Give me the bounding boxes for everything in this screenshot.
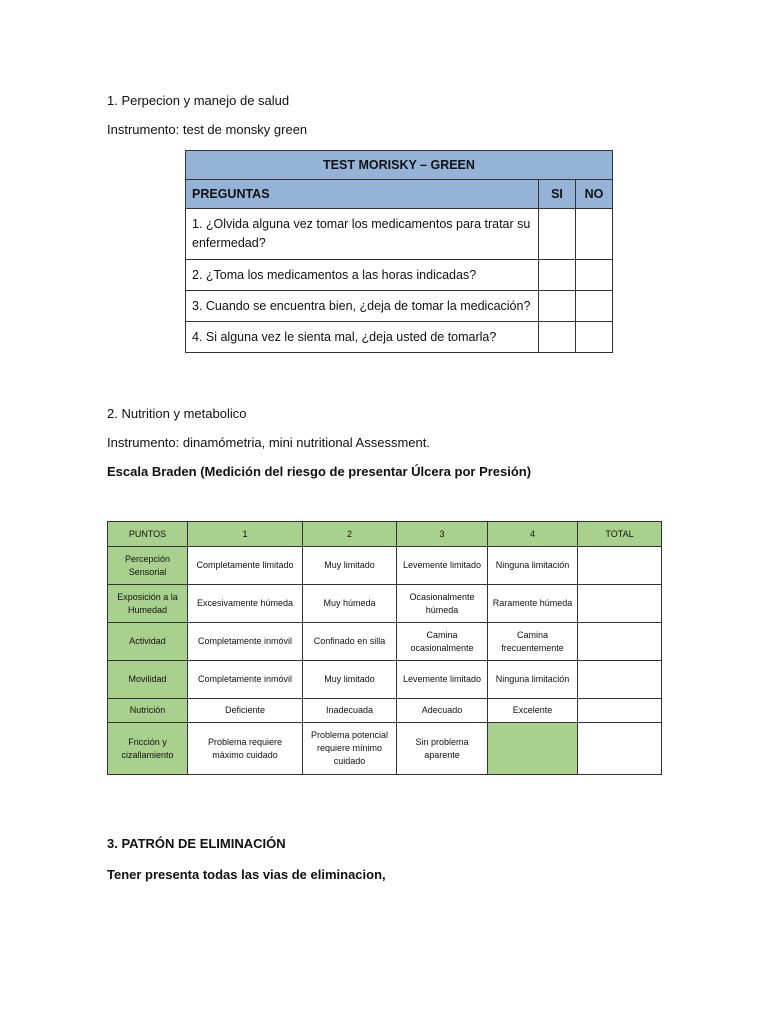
morisky-yes-cell	[539, 209, 576, 260]
braden-header-cell: 1	[188, 522, 303, 547]
morisky-yes-cell	[539, 291, 576, 322]
morisky-question: 2. ¿Toma los medicamentos a las horas indicadas?	[186, 260, 539, 291]
braden-cell: Muy húmeda	[303, 585, 397, 623]
braden-cell: Deficiente	[188, 699, 303, 723]
morisky-question: 4. Si alguna vez le sienta mal, ¿deja usted de tomarla?	[186, 322, 539, 353]
morisky-row	[186, 260, 613, 291]
braden-cell: Excesivamente húmeda	[188, 585, 303, 623]
braden-cell: Ninguna limitación	[488, 661, 578, 699]
braden-row	[108, 723, 662, 775]
braden-total-cell	[578, 661, 662, 699]
braden-total-cell	[578, 723, 662, 775]
section3-heading: 3. PATRÓN DE ELIMINACIÓN	[107, 836, 286, 851]
braden-row-label: Percepción Sensorial	[108, 547, 188, 585]
braden-header-cell: 3	[397, 522, 488, 547]
morisky-no-cell	[576, 209, 613, 260]
braden-scale-title: Escala Braden (Medición del riesgo de presentar Úlcera por Presión)	[107, 464, 532, 479]
section2-heading: 2. Nutrition y metabolico	[107, 406, 247, 421]
braden-row	[108, 623, 662, 661]
braden-cell: Excelente	[488, 699, 578, 723]
braden-header-cell: PUNTOS	[108, 522, 188, 547]
braden-cell: Completamente inmóvil	[188, 661, 303, 699]
braden-row	[108, 547, 662, 585]
morisky-header-no: NO	[576, 180, 613, 209]
braden-row	[108, 699, 662, 723]
braden-total-cell	[578, 547, 662, 585]
braden-cell: Completamente limitado	[188, 547, 303, 585]
braden-cell: Raramente húmeda	[488, 585, 578, 623]
braden-header-row	[108, 522, 662, 547]
braden-cell: Problema requiere máximo cuidado	[188, 723, 303, 775]
braden-row-label: Fricción y cizallamiento	[108, 723, 188, 775]
braden-cell: Sin problema aparente	[397, 723, 488, 775]
braden-cell: Levemente limitado	[397, 547, 488, 585]
morisky-no-cell	[576, 260, 613, 291]
braden-total-cell	[578, 585, 662, 623]
braden-table	[107, 521, 662, 775]
morisky-row	[186, 291, 613, 322]
braden-cell: Adecuado	[397, 699, 488, 723]
section1-instrument: Instrumento: test de monsky green	[107, 122, 308, 137]
morisky-table	[185, 150, 613, 353]
morisky-row	[186, 209, 613, 260]
section2-instrument: Instrumento: dinamómetria, mini nutritional Assessment.	[107, 435, 430, 450]
braden-cell: Muy limitado	[303, 547, 397, 585]
braden-cell: Muy limitado	[303, 661, 397, 699]
braden-cell: Completamente inmóvil	[188, 623, 303, 661]
section1-heading: 1. Perpecion y manejo de salud	[107, 93, 290, 108]
morisky-title: TEST MORISKY – GREEN	[186, 151, 613, 180]
morisky-row	[186, 322, 613, 353]
morisky-no-cell	[576, 291, 613, 322]
morisky-no-cell	[576, 322, 613, 353]
morisky-header-questions: PREGUNTAS	[186, 180, 539, 209]
braden-header-cell: 4	[488, 522, 578, 547]
section3-text: Tener presenta todas las vias de eliminacion,	[107, 867, 386, 882]
braden-cell: Ocasionalmente húmeda	[397, 585, 488, 623]
braden-row-label: Movilidad	[108, 661, 188, 699]
braden-cell: Camina ocasionalmente	[397, 623, 488, 661]
morisky-header-yes: SI	[539, 180, 576, 209]
braden-cell: Levemente limitado	[397, 661, 488, 699]
braden-row	[108, 661, 662, 699]
braden-header-cell: 2	[303, 522, 397, 547]
braden-cell: Inadecuada	[303, 699, 397, 723]
morisky-yes-cell	[539, 322, 576, 353]
braden-total-cell	[578, 699, 662, 723]
braden-cell: Ninguna limitación	[488, 547, 578, 585]
braden-header-cell: TOTAL	[578, 522, 662, 547]
braden-row-label: Nutrición	[108, 699, 188, 723]
braden-cell: Problema potencial requiere mínimo cuidado	[303, 723, 397, 775]
braden-row-label: Exposición a la Humedad	[108, 585, 188, 623]
morisky-question: 1. ¿Olvida alguna vez tomar los medicamentos para tratar su enfermedad?	[186, 209, 539, 260]
braden-cell: Camina frecuentemente	[488, 623, 578, 661]
braden-cell: Confinado en silla	[303, 623, 397, 661]
braden-row	[108, 585, 662, 623]
braden-empty-green-cell	[488, 723, 578, 775]
morisky-yes-cell	[539, 260, 576, 291]
braden-row-label: Actividad	[108, 623, 188, 661]
morisky-question: 3. Cuando se encuentra bien, ¿deja de tomar la medicación?	[186, 291, 539, 322]
braden-total-cell	[578, 623, 662, 661]
